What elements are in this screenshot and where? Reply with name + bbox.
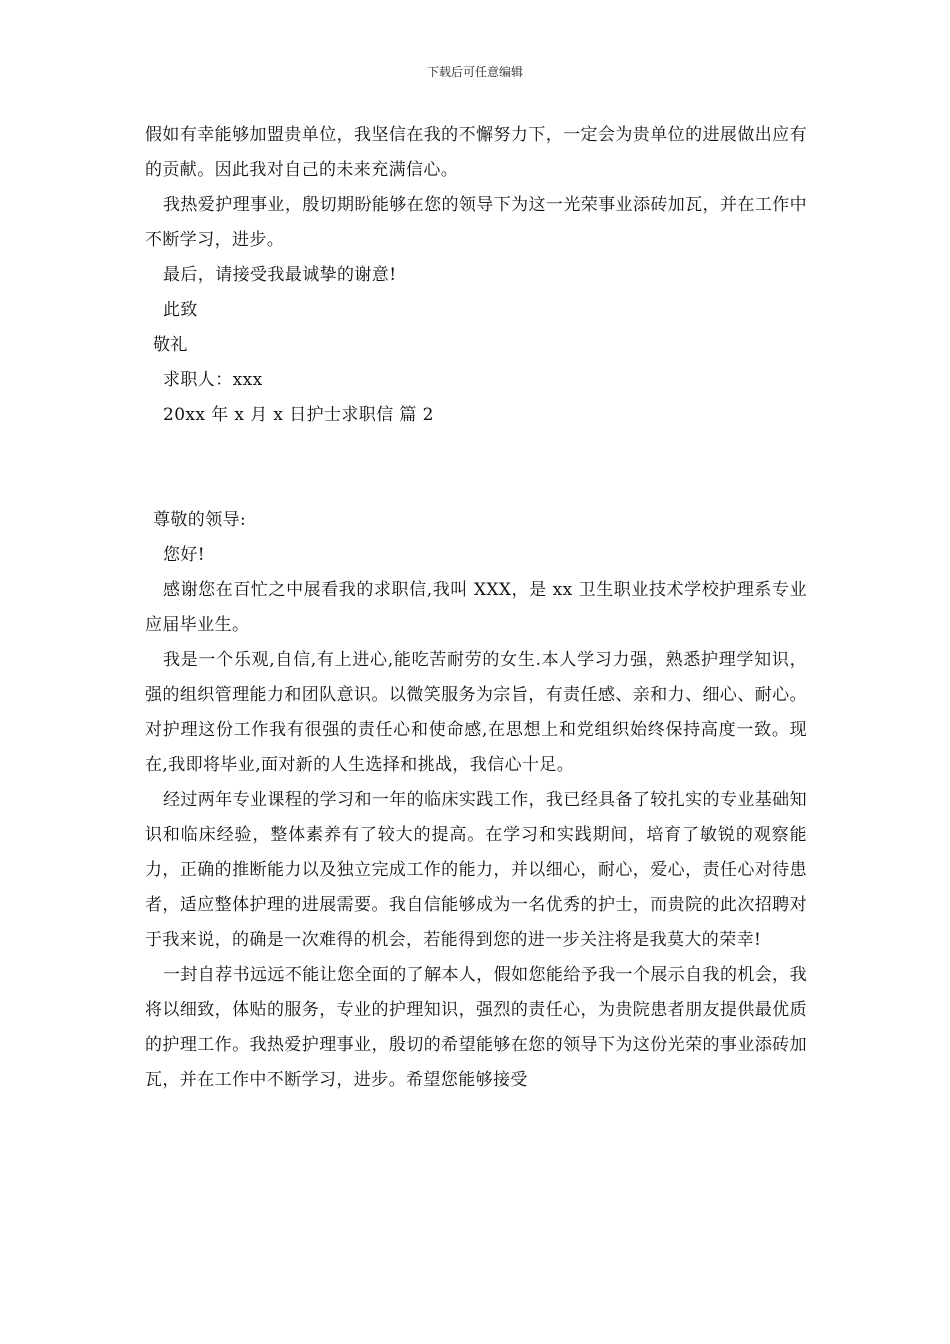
date-and-section-title: 20xx 年 x 月 x 日护士求职信 篇 2 [163, 405, 434, 425]
greeting-recipient: 尊敬的领导: [153, 510, 247, 530]
closing-salutation: 此致 [163, 300, 198, 320]
paragraph-contribution: 假如有幸能够加盟贵单位，我坚信在我的不懈努力下，一定会为贵单位的进展做出应有的贡献。因此我对自己的未来充满信心。 [145, 125, 807, 180]
signature-applicant: 求职人：xxx [163, 370, 263, 390]
paragraph-experience: 经过两年专业课程的学习和一年的临床实践工作，我已经具备了较扎实的专业基础知识和临床经验，整体素养有了较大的提高。在学习和实践期间，培育了敏锐的观察能力，正确的推断能力以及独立完成工作的能力，并以细心，耐心，爱心，责任心对待患者，适应整体护理的进展需要。我自信能够成为一名优秀的护士，而贵院的此次招聘对于我来说，的确是一次难得的机会，若能得到您的进一步关注将是我莫大的荣幸! [145, 790, 807, 950]
closing-respect: 敬礼 [153, 335, 188, 355]
header-text: 下载后可任意编辑 [426, 65, 523, 79]
paragraph-thanks: 最后，请接受我最诚挚的谢意! [163, 265, 397, 285]
page-header [0, 64, 950, 80]
blank-space [145, 433, 807, 503]
greeting-hello: 您好! [163, 545, 206, 565]
paragraph-personality: 我是一个乐观,自信,有上进心,能吃苦耐劳的女生.本人学习力强，熟悉护理学知识，强的组织管理能力和团队意识。以微笑服务为宗旨，有责任感、亲和力、细心、耐心。对护理这份工作我有很强的责任心和使命感,在思想上和党组织始终保持高度一致。现在,我即将毕业,面对新的人生选择和挑战，我信心十足。 [145, 650, 807, 775]
paragraph-self-recommendation: 一封自荐书远远不能让您全面的了解本人，假如您能给予我一个展示自我的机会，我将以细致，体贴的服务，专业的护理知识，强烈的责任心，为贵院患者朋友提供最优质的护理工作。我热爱护理事业，殷切的希望能够在您的领导下为这份光荣的事业添砖加瓦，并在工作中不断学习，进步。希望您能够接受 [145, 965, 807, 1090]
paragraph-introduction: 感谢您在百忙之中展看我的求职信,我叫 XXX，是 xx 卫生职业技术学校护理系专业应届毕业生。 [145, 580, 807, 635]
document-body [145, 118, 807, 1098]
paragraph-love-nursing: 我热爱护理事业，殷切期盼能够在您的领导下为这一光荣事业添砖加瓦，并在工作中不断学习，进步。 [145, 195, 807, 250]
